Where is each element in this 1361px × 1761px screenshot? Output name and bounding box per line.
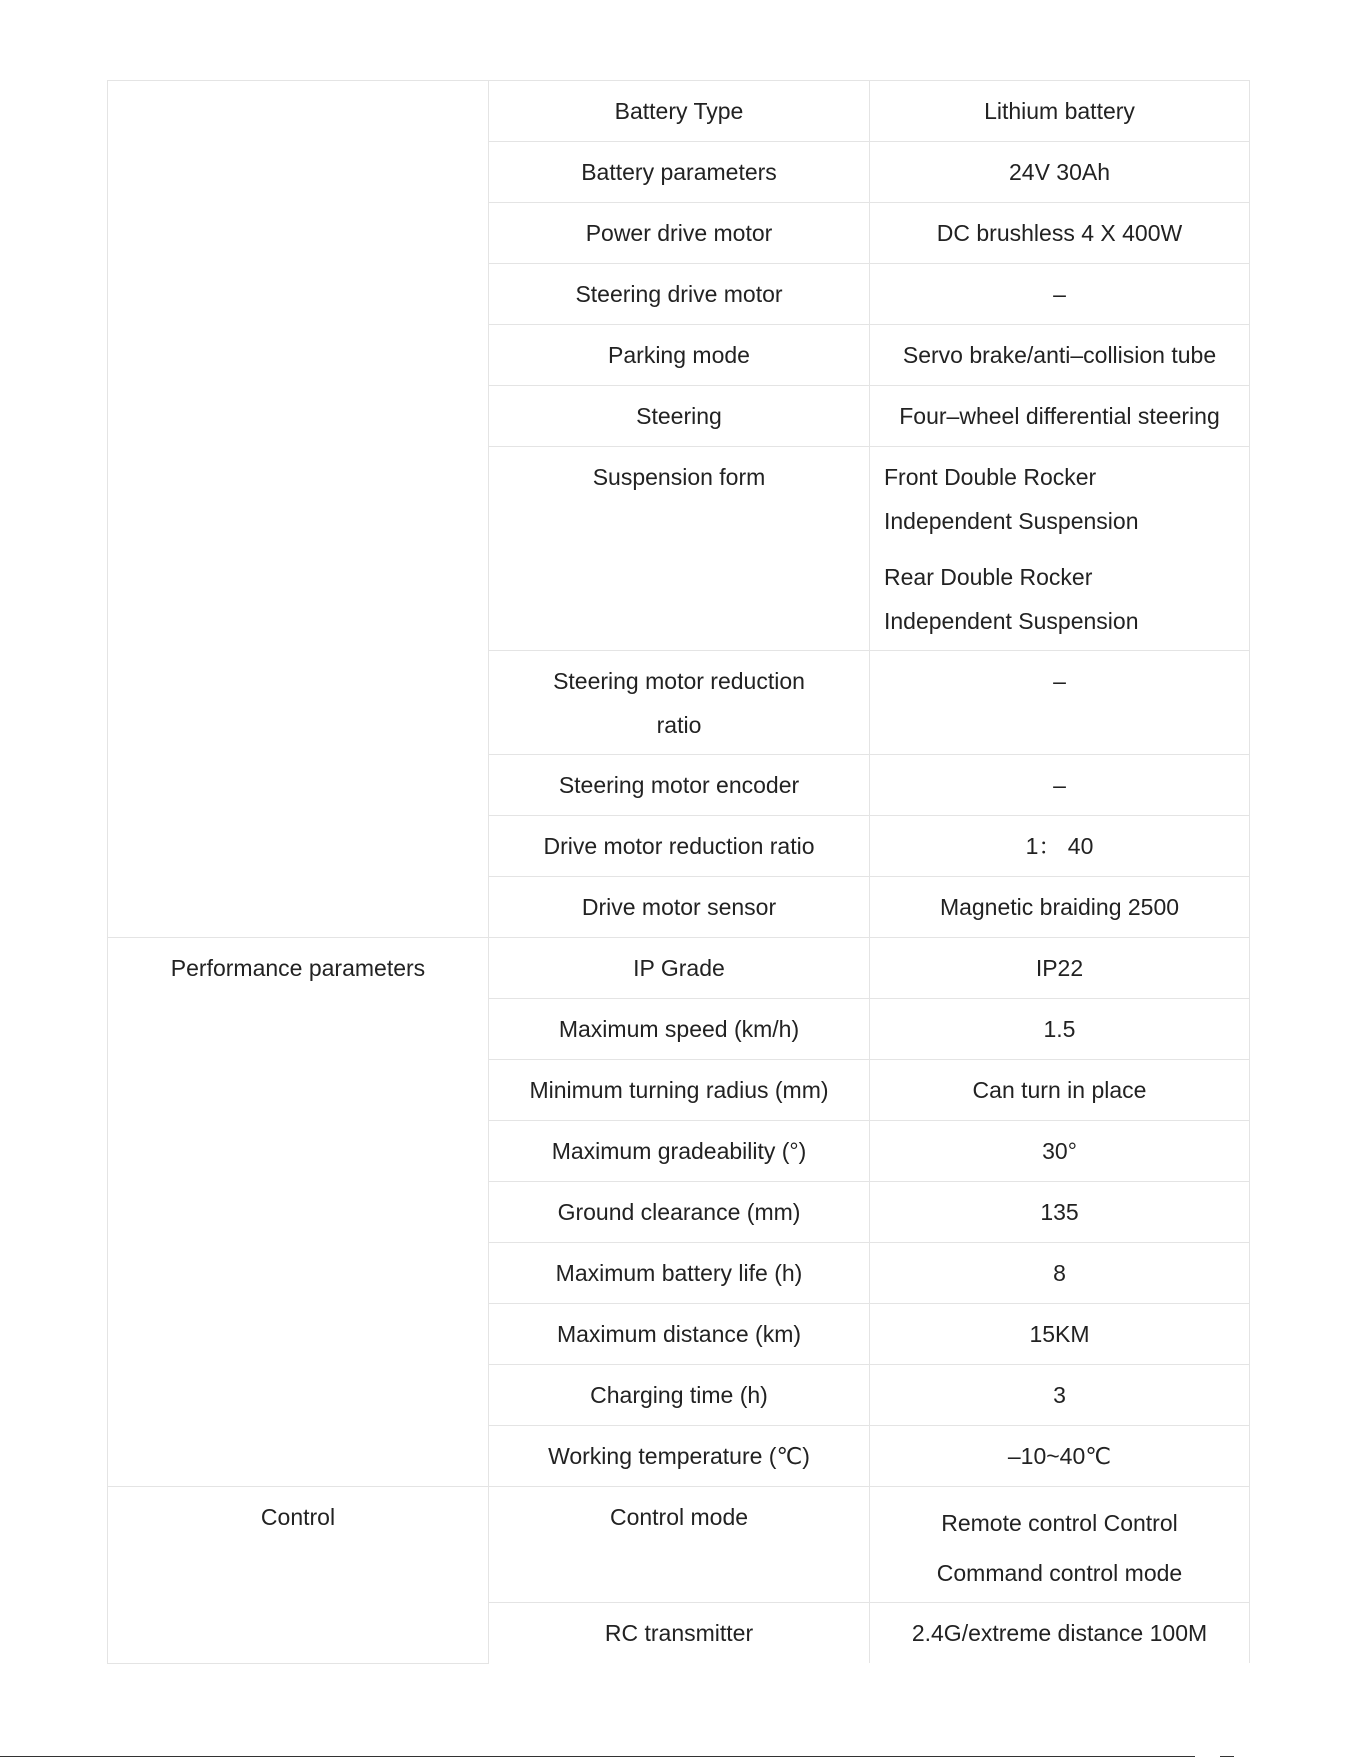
spec-label: Working temperature (℃) xyxy=(489,1426,870,1487)
spec-value: – xyxy=(870,651,1250,755)
spec-label: Suspension form xyxy=(489,447,870,651)
spec-label: Maximum distance (km) xyxy=(489,1304,870,1365)
spec-value: – xyxy=(870,264,1250,325)
spec-label: Steering motor encoder xyxy=(489,755,870,816)
spec-label: Maximum battery life (h) xyxy=(489,1243,870,1304)
spec-value-line: Front Double Rocker xyxy=(884,464,1097,490)
spec-label: Battery Type xyxy=(489,81,870,142)
spec-value: Lithium battery xyxy=(870,81,1250,142)
page-bottom-rule xyxy=(0,1756,1195,1757)
spec-label: RC transmitter xyxy=(489,1603,870,1664)
group-performance-parameters: Performance parameters xyxy=(108,938,489,1487)
table-row xyxy=(108,938,1250,999)
spec-value xyxy=(870,447,1250,651)
table-row xyxy=(108,81,1250,142)
spec-label: Control mode xyxy=(489,1487,870,1603)
spec-value: DC brushless 4 X 400W xyxy=(870,203,1250,264)
spec-label: Parking mode xyxy=(489,325,870,386)
table-row xyxy=(108,1487,1250,1603)
spec-label: Steering xyxy=(489,386,870,447)
spec-value: IP22 xyxy=(870,938,1250,999)
spec-label: Maximum gradeability (°) xyxy=(489,1121,870,1182)
spec-label-line: ratio xyxy=(656,712,702,738)
spec-value: 8 xyxy=(870,1243,1250,1304)
spec-value: 1： 40 xyxy=(870,816,1250,877)
spec-label: Drive motor sensor xyxy=(489,877,870,938)
spec-label: Battery parameters xyxy=(489,142,870,203)
spec-value xyxy=(870,1487,1250,1603)
spec-value: 2.4G/extreme distance 100M xyxy=(870,1603,1250,1664)
group-control: Control xyxy=(108,1487,489,1664)
spec-label: Power drive motor xyxy=(489,203,870,264)
spec-value-line: Independent Suspension xyxy=(884,608,1139,634)
spec-value: 1.5 xyxy=(870,999,1250,1060)
spec-label: IP Grade xyxy=(489,938,870,999)
spec-label: Ground clearance (mm) xyxy=(489,1182,870,1243)
page-bottom-mark xyxy=(1220,1756,1234,1757)
group-cell-continued xyxy=(108,81,489,938)
spec-label: Minimum turning radius (mm) xyxy=(489,1060,870,1121)
spec-value: –10~40℃ xyxy=(870,1426,1250,1487)
spec-value: 30° xyxy=(870,1121,1250,1182)
spec-value: 3 xyxy=(870,1365,1250,1426)
spec-value: Magnetic braiding 2500 xyxy=(870,877,1250,938)
spec-value: – xyxy=(870,755,1250,816)
spec-value-line: Command control mode xyxy=(936,1560,1183,1586)
spec-value-line: Remote control Control xyxy=(941,1510,1178,1536)
spec-value: 15KM xyxy=(870,1304,1250,1365)
spec-label-line: Steering motor reduction xyxy=(553,668,805,694)
spec-label: Charging time (h) xyxy=(489,1365,870,1426)
spec-value: 135 xyxy=(870,1182,1250,1243)
spec-value-line: Independent Suspension xyxy=(884,508,1139,534)
spec-label: Maximum speed (km/h) xyxy=(489,999,870,1060)
spec-table xyxy=(107,80,1250,1664)
spec-value: Servo brake/anti–collision tube xyxy=(870,325,1250,386)
spec-value: Can turn in place xyxy=(870,1060,1250,1121)
spec-label: Steering drive motor xyxy=(489,264,870,325)
spec-value: Four–wheel differential steering xyxy=(870,386,1250,447)
spec-value: 24V 30Ah xyxy=(870,142,1250,203)
spec-label xyxy=(489,651,870,755)
spec-value-line: Rear Double Rocker xyxy=(884,564,1093,590)
spec-label: Drive motor reduction ratio xyxy=(489,816,870,877)
